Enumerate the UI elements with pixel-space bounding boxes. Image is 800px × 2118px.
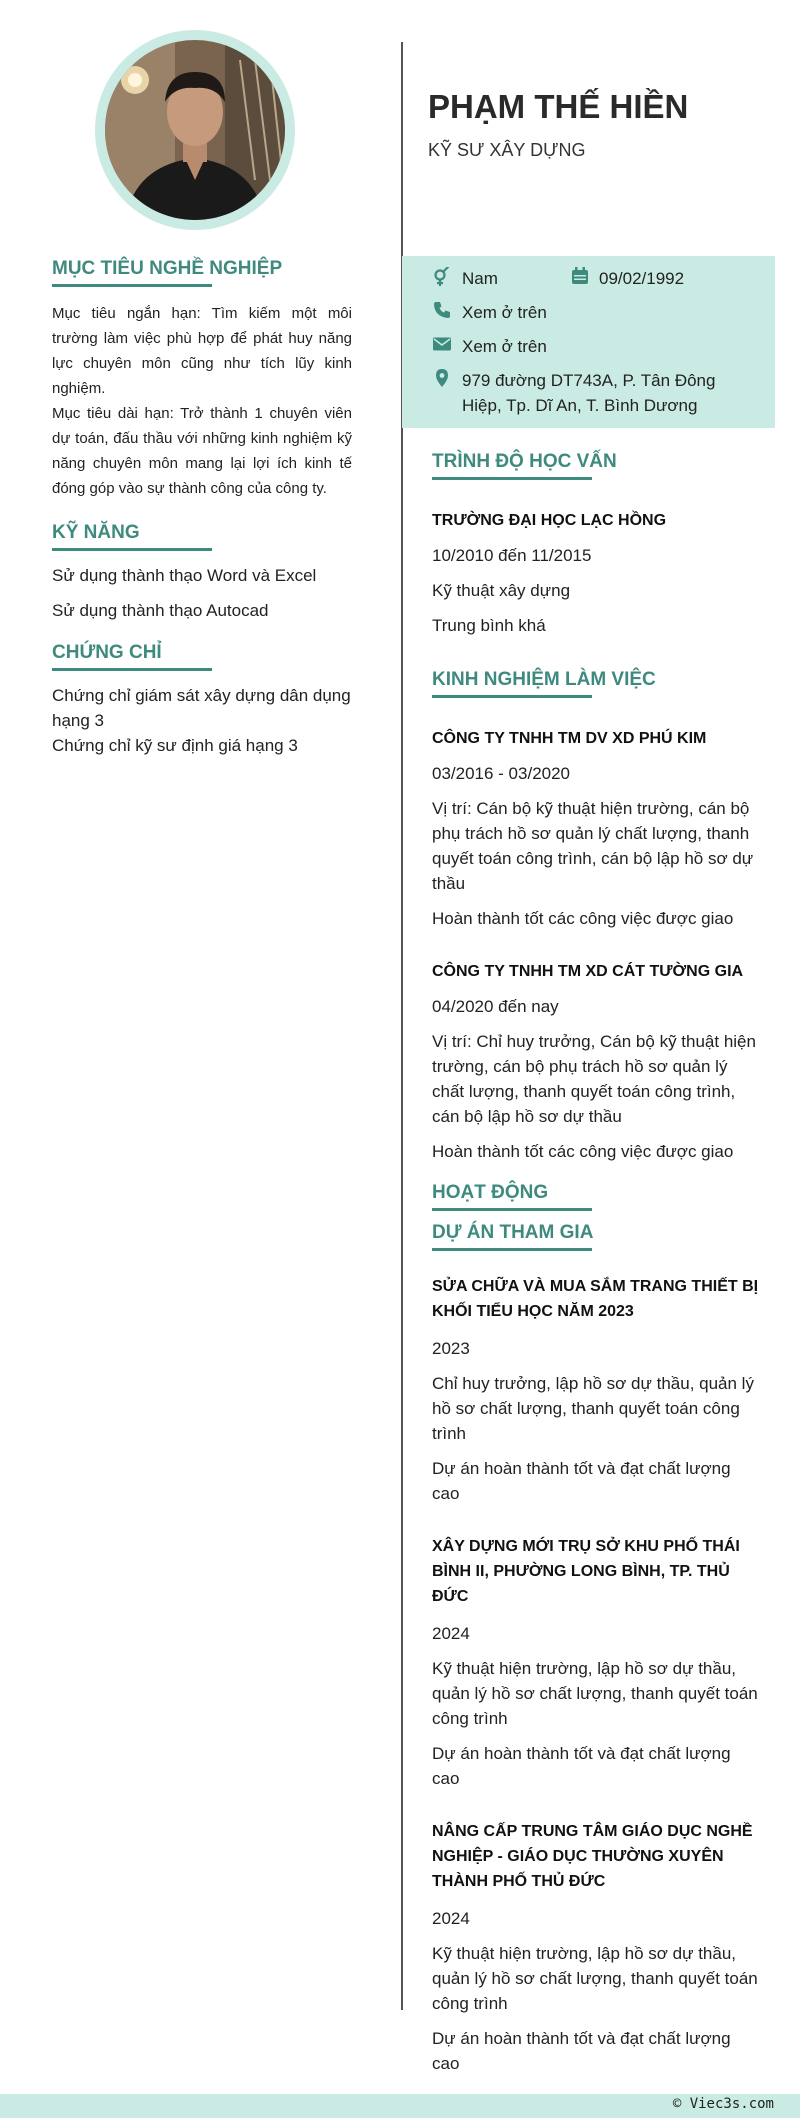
section-underline bbox=[52, 548, 212, 551]
objective-long-term: Mục tiêu dài hạn: Trở thành 1 chuyên viên dự toán, đấu thầu với những kinh nghiệm kỹ năng chuyên môn mang lại lợi ích kinh tế đóng góp vào sự thành công của công ty. bbox=[52, 405, 352, 497]
project-result: Dự án hoàn thành tốt và đạt chất lượng cao bbox=[432, 1744, 731, 1788]
project-result: Dự án hoàn thành tốt và đạt chất lượng cao bbox=[432, 2029, 731, 2073]
contact-panel bbox=[402, 256, 775, 428]
phone-value: Xem ở trên bbox=[462, 303, 547, 322]
job-company: CÔNG TY TNHH TM DV XD PHÚ KIM bbox=[432, 730, 707, 747]
email-icon bbox=[432, 334, 452, 354]
project-name: XÂY DỰNG MỚI TRỤ SỞ KHU PHỐ THÁI BÌNH II, PHƯỜNG LONG BÌNH, TP. THỦ ĐỨC bbox=[432, 1538, 740, 1605]
section-underline bbox=[52, 668, 212, 671]
certificate-item: Chứng chỉ kỹ sư định giá hạng 3 bbox=[52, 736, 298, 755]
project-result: Dự án hoàn thành tốt và đạt chất lượng cao bbox=[432, 1459, 731, 1503]
project-year: 2024 bbox=[432, 1909, 470, 1928]
job-title: KỸ SƯ XÂY DỰNG bbox=[428, 140, 586, 160]
job-period: 04/2020 đến nay bbox=[432, 997, 559, 1016]
skills-section bbox=[52, 521, 352, 623]
avatar-ring bbox=[95, 30, 295, 230]
section-title-certificates: CHỨNG CHỈ bbox=[52, 642, 162, 663]
certificates-section bbox=[52, 641, 352, 758]
objective-short-term: Mục tiêu ngắn hạn: Tìm kiếm một môi trường làm việc phù hợp để phát huy năng lực chuyên môn cũng như tích lũy kinh nghiệm. bbox=[52, 305, 352, 397]
project-role: Chỉ huy trưởng, lập hồ sơ dự thầu, quản lý hồ sơ chất lượng, thanh quyết toán công trình bbox=[432, 1374, 754, 1443]
section-underline bbox=[432, 695, 592, 698]
section-title-activities: HOẠT ĐỘNG bbox=[432, 1182, 549, 1203]
phone-icon bbox=[432, 300, 452, 320]
job-position: Vị trí: Chỉ huy trưởng, Cán bộ kỹ thuật hiện trường, cán bộ phụ trách hồ sơ quản lý chất lượng, thanh quyết toán công trình, cán bộ lập hồ sơ dự thầu bbox=[432, 1032, 756, 1126]
education-section bbox=[432, 450, 762, 638]
gender-icon bbox=[432, 267, 452, 287]
section-title-projects: DỰ ÁN THAM GIA bbox=[432, 1222, 594, 1243]
project-year: 2023 bbox=[432, 1339, 470, 1358]
projects-section bbox=[432, 1221, 762, 2076]
job-position: Vị trí: Cán bộ kỹ thuật hiện trường, cán bộ phụ trách hồ sơ quản lý chất lượng, thanh quyết toán công trình, cán bộ lập hồ sơ dự thầu bbox=[432, 799, 754, 893]
location-icon bbox=[432, 368, 452, 388]
section-underline bbox=[432, 1208, 592, 1211]
school-name: TRƯỜNG ĐẠI HỌC LẠC HỒNG bbox=[432, 512, 667, 529]
project-year: 2024 bbox=[432, 1624, 470, 1643]
avatar bbox=[105, 40, 285, 220]
project-role: Kỹ thuật hiện trường, lập hồ sơ dự thầu, quản lý hồ sơ chất lượng, thanh quyết toán công trình bbox=[432, 1659, 758, 1728]
candidate-name: PHẠM THẾ HIỀN bbox=[428, 88, 689, 125]
skill-item: Sử dụng thành thạo Word và Excel bbox=[52, 566, 317, 585]
project-name: NÂNG CẤP TRUNG TÂM GIÁO DỤC NGHỀ NGHIỆP - GIÁO DỤC THƯỜNG XUYÊN THÀNH PHỐ THỦ ĐỨC bbox=[432, 1823, 753, 1890]
calendar-icon bbox=[570, 266, 590, 286]
activities-section bbox=[432, 1181, 762, 1211]
copyright-text: © Viec3s.com bbox=[672, 2096, 774, 2112]
section-title-objective: MỤC TIÊU NGHỀ NGHIỆP bbox=[52, 258, 283, 279]
education-period: 10/2010 đến 11/2015 bbox=[432, 546, 592, 565]
project-role: Kỹ thuật hiện trường, lập hồ sơ dự thầu, quản lý hồ sơ chất lượng, thanh quyết toán công trình bbox=[432, 1944, 758, 2013]
experience-section bbox=[432, 668, 762, 1164]
education-major: Kỹ thuật xây dựng bbox=[432, 581, 571, 600]
dob-value: 09/02/1992 bbox=[599, 269, 685, 288]
objective-section bbox=[52, 257, 352, 501]
education-grade: Trung bình khá bbox=[432, 616, 546, 635]
job-result: Hoàn thành tốt các công việc được giao bbox=[432, 1142, 734, 1161]
section-title-experience: KINH NGHIỆM LÀM VIỆC bbox=[432, 669, 656, 690]
section-underline bbox=[52, 284, 212, 287]
email-value: Xem ở trên bbox=[462, 337, 547, 356]
gender-value: Nam bbox=[462, 269, 498, 288]
project-name: SỬA CHỮA VÀ MUA SẮM TRANG THIẾT BỊ KHỐI TIỂU HỌC NĂM 2023 bbox=[432, 1278, 759, 1320]
certificate-item: Chứng chỉ giám sát xây dựng dân dụng hạng 3 bbox=[52, 686, 351, 730]
job-result: Hoàn thành tốt các công việc được giao bbox=[432, 909, 734, 928]
job-period: 03/2016 - 03/2020 bbox=[432, 764, 571, 783]
address-line-2: Hiệp, Tp. Dĩ An, T. Bình Dương bbox=[462, 396, 698, 415]
section-title-education: TRÌNH ĐỘ HỌC VẤN bbox=[432, 451, 617, 472]
address-line-1: 979 đường DT743A, P. Tân Đông bbox=[462, 371, 716, 390]
skill-item: Sử dụng thành thạo Autocad bbox=[52, 601, 269, 620]
section-underline bbox=[432, 477, 592, 480]
section-underline bbox=[432, 1248, 592, 1251]
section-title-skills: KỸ NĂNG bbox=[52, 522, 140, 543]
job-company: CÔNG TY TNHH TM XD CÁT TƯỜNG GIA bbox=[432, 963, 744, 980]
